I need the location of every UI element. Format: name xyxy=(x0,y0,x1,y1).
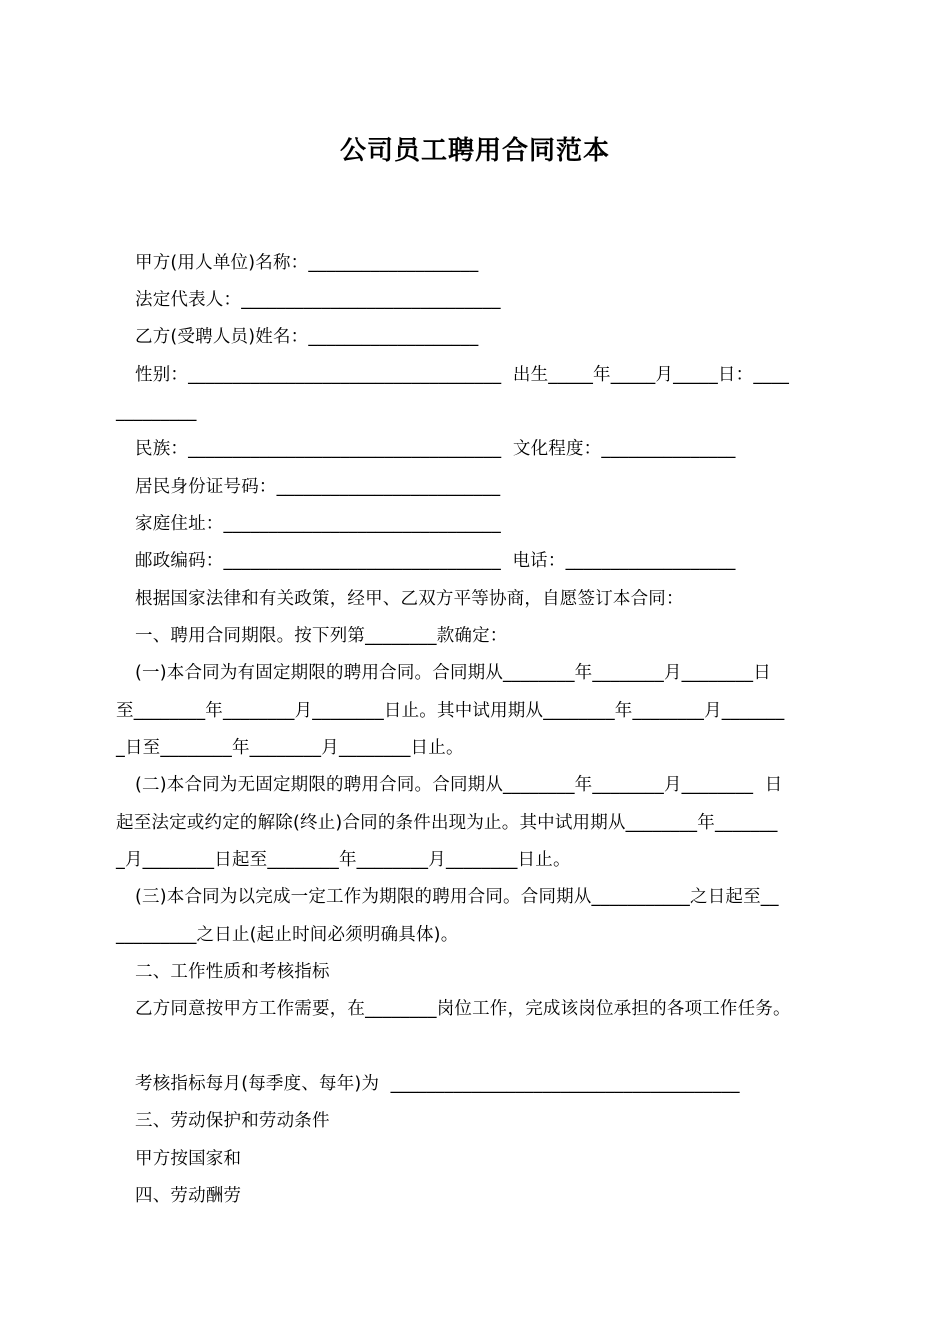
clause-open-term-line-3: _月________日起至________年________月________日止。 xyxy=(116,850,571,870)
field-home-address: 家庭住址：_______________________________ xyxy=(135,514,501,534)
section-heading-remuneration: 四、劳动酬劳 xyxy=(135,1186,242,1206)
clause-open-term-line-1: (二)本合同为无固定期限的聘用合同。合同期从________年________月________ 日 xyxy=(135,775,783,795)
paragraph-work-position: 乙方同意按甲方工作需要，在________岗位工作，完成该岗位承担的各项工作任务。 xyxy=(135,999,791,1019)
clause-task-term-line-1: (三)本合同为以完成一定工作为期限的聘用合同。合同期从___________之日起至__ xyxy=(135,887,779,907)
section-heading-work-nature: 二、工作性质和考核指标 xyxy=(135,962,330,982)
paragraph-preamble: 根据国家法律和有关政策，经甲、乙双方平等协商，自愿签订本合同： xyxy=(135,589,684,609)
field-employer-name: 甲方(用人单位)名称：___________________ xyxy=(135,253,479,273)
clause-open-term-line-2: 起至法定或约定的解除(终止)合同的条件出现为止。其中试用期从________年_______ xyxy=(116,813,778,833)
page-title: 公司员工聘用合同范本 xyxy=(339,136,610,166)
field-postcode-phone: 邮政编码：_______________________________ 电话：___________________ xyxy=(135,551,736,571)
section-heading-term: 一、聘用合同期限。按下列第________款确定： xyxy=(135,626,508,646)
field-ethnicity-education: 民族：___________________________________ 文化程度：_______________ xyxy=(135,439,736,459)
field-employee-name: 乙方(受聘人员)姓名：___________________ xyxy=(135,327,479,347)
paragraph-labor-protection: 甲方按国家和 xyxy=(135,1149,242,1169)
section-heading-labor-protection: 三、劳动保护和劳动条件 xyxy=(135,1111,330,1131)
field-id-number: 居民身份证号码：_________________________ xyxy=(135,477,501,497)
clause-fixed-term-line-2: 至________年________月________日止。其中试用期从________年________月_______ xyxy=(116,701,785,721)
clause-fixed-term-line-3: _日至________年________月________日止。 xyxy=(116,738,464,758)
field-gender-birth-continued: _________ xyxy=(116,402,197,422)
paragraph-assessment-indicator: 考核指标每月(每季度、每年)为 _______________________________________ xyxy=(135,1074,740,1094)
field-gender-birth: 性别：___________________________________ 出生_____年_____月_____日：____ xyxy=(135,365,790,385)
clause-task-term-line-2: _________之日止(起止时间必须明确具体)。 xyxy=(116,925,459,945)
field-legal-representative: 法定代表人：_____________________________ xyxy=(135,290,501,310)
clause-fixed-term-line-1: (一)本合同为有固定期限的聘用合同。合同期从________年________月________日 xyxy=(135,663,771,683)
